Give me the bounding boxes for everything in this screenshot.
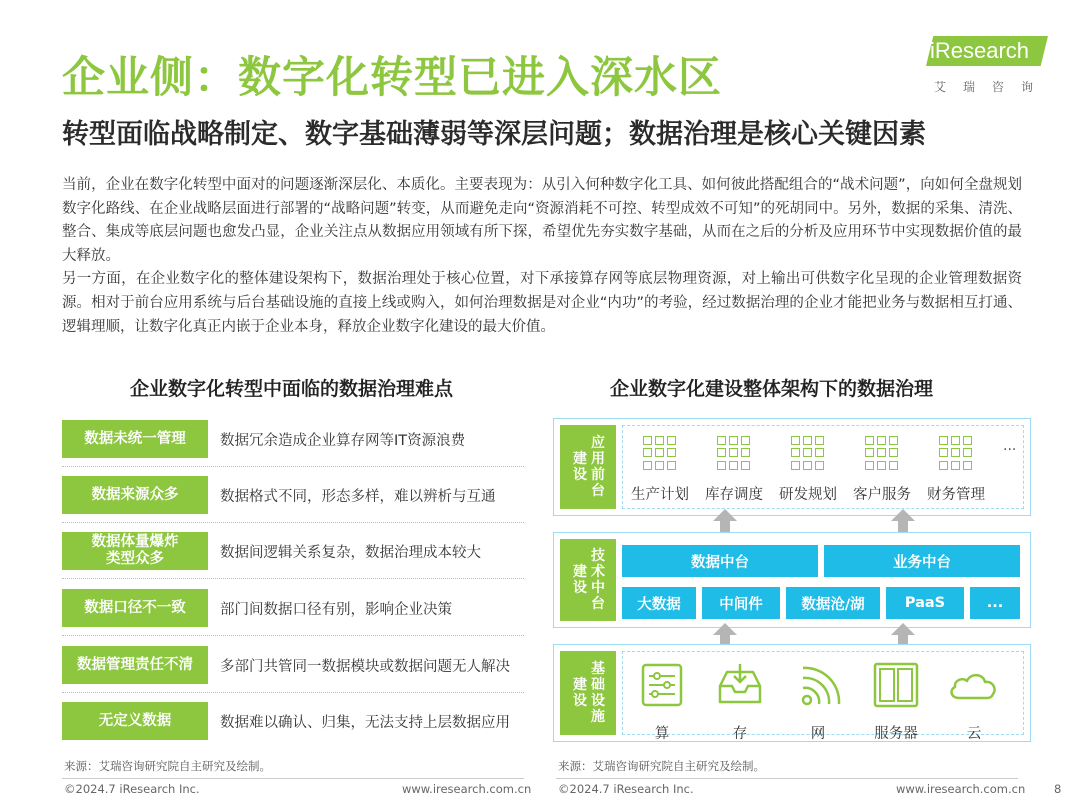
- infra-item: [627, 662, 697, 743]
- layer-label-build: 建设: [573, 677, 587, 709]
- app-grid-icon: [865, 436, 899, 470]
- tech-layer: [553, 532, 1031, 628]
- up-arrow-icon: [890, 508, 916, 534]
- body-text: [62, 174, 1022, 339]
- pain-point-desc: 数据间逻辑关系复杂，数据治理成本较大: [220, 544, 481, 561]
- pain-point-row: [62, 702, 524, 740]
- app-item: [771, 436, 845, 504]
- layer-label-build: 建设: [573, 451, 587, 483]
- left-section-title: 企业数字化转型中面临的数据治理难点: [130, 378, 454, 400]
- infra-item-label: 云: [966, 726, 982, 742]
- app-layer-label: [560, 425, 616, 509]
- tech-component: PaaS: [886, 587, 964, 619]
- source-note-left: 来源：艾瑞咨询研究院自主研究及绘制。: [64, 759, 271, 773]
- tech-component: 数据沧/湖: [786, 587, 880, 619]
- logo-chinese: 艾瑞咨询: [934, 80, 1051, 94]
- app-layer: [553, 418, 1031, 516]
- website-link-right[interactable]: www.iresearch.com.cn: [896, 782, 1026, 796]
- tech-component: ...: [970, 587, 1020, 619]
- infra-item-label: 网: [810, 726, 826, 742]
- tech-component: 大数据: [622, 587, 696, 619]
- compute-icon: [627, 662, 697, 708]
- infra-item-label: 算: [654, 726, 670, 742]
- infra-layer: [553, 644, 1031, 742]
- app-grid-icon: [643, 436, 677, 470]
- footer-divider-left: [62, 778, 524, 779]
- copyright-right: ©2024.7 iResearch Inc.: [558, 782, 694, 796]
- infra-item: [705, 662, 775, 743]
- app-item: [623, 436, 697, 504]
- row-divider: [62, 466, 524, 467]
- app-item: [919, 436, 993, 504]
- pain-point-label: 数据未统一管理: [62, 420, 208, 458]
- network-icon: [783, 662, 853, 708]
- pain-point-label: 数据口径不一致: [62, 589, 208, 627]
- pain-point-row: [62, 532, 524, 570]
- body-paragraph-2: 另一方面，在企业数字化的整体建设架构下，数据治理处于核心位置，对下承接算存网等底层物理资源，对上输出可供数字化呈现的企业管理数据资源。相对于前台应用系统与后台基础设施的直接上线或购入，如何治理数据是对企业“内功”的考验，经过数据治理的企业才能把业务与数据相互打通、逻辑理顺，让数字化真正内嵌于企业本身，释放企业数字化建设的最大价值。: [62, 271, 1022, 335]
- website-link-left[interactable]: www.iresearch.com.cn: [402, 782, 532, 796]
- up-arrow-icon: [712, 508, 738, 534]
- app-item-label: 财务管理: [927, 487, 985, 503]
- pain-point-row: [62, 589, 524, 627]
- server-icon: [861, 662, 931, 708]
- copyright-left: ©2024.7 iResearch Inc.: [64, 782, 200, 796]
- pain-point-desc: 数据难以确认、归集，无法支持上层数据应用: [220, 714, 510, 731]
- source-note-right: 来源：艾瑞咨询研究院自主研究及绘制。: [558, 759, 765, 773]
- footer-divider-right: [556, 778, 1018, 779]
- row-divider: [62, 635, 524, 636]
- app-item: [697, 436, 771, 504]
- tech-layer-label: [560, 539, 616, 621]
- pain-point-desc: 数据格式不同，形态多样，难以辨析与互通: [220, 488, 496, 505]
- pain-point-row: [62, 476, 524, 514]
- iresearch-logo: [926, 36, 1050, 96]
- infra-item: [783, 662, 853, 743]
- tech-component: 中间件: [702, 587, 780, 619]
- cloud-icon: [939, 662, 1009, 708]
- infra-layer-label: [560, 651, 616, 735]
- pain-point-label: 无定义数据: [62, 702, 208, 740]
- row-divider: [62, 522, 524, 523]
- app-grid-icon: [717, 436, 751, 470]
- app-layer-content: [622, 425, 1024, 509]
- storage-icon: [705, 662, 775, 708]
- row-divider: [62, 578, 524, 579]
- business-middle-platform: 业务中台: [824, 545, 1020, 577]
- app-item-label: 客户服务: [853, 487, 911, 503]
- pain-point-label: 数据管理责任不清: [62, 646, 208, 684]
- pain-point-row: [62, 420, 524, 458]
- tech-layer-content: [622, 539, 1024, 621]
- app-item-label: 研发规划: [779, 487, 837, 503]
- infra-item-label: 存: [732, 726, 748, 742]
- page-title: 企业侧：数字化转型已进入深水区: [62, 53, 722, 103]
- pain-point-label: 数据来源众多: [62, 476, 208, 514]
- app-item-label: 生产计划: [631, 487, 689, 503]
- logo-brand: iResearch: [930, 38, 1030, 63]
- layer-label-name: 技术中台: [591, 548, 605, 612]
- data-middle-platform: 数据中台: [622, 545, 818, 577]
- body-paragraph-1: 当前，企业在数字化转型中面对的问题逐渐深层化、本质化。主要表现为：从引入何种数字化工具、如何彼此搭配组合的“战术问题”，向如何全盘规划数字化路线、在企业战略层面进行部署的“战略问题”转变，从而避免走向“资源消耗不可控、转型成效不可知”的死胡同中。另外，数据的采集、清洗、整合、集成等底层问题也愈发凸显，企业关注点从数据应用领域有所下探，希望优先夯实数字基础，从而在之后的分析及应用环节中实现数据价值的最大释放。: [62, 177, 1022, 264]
- layer-label-name: 应用前台: [591, 435, 605, 499]
- app-item-label: 库存调度: [705, 487, 763, 503]
- app-grid-icon: [791, 436, 825, 470]
- page-subtitle: 转型面临战略制定、数字基础薄弱等深层问题；数据治理是核心关键因素: [62, 119, 926, 150]
- layer-label-build: 建设: [573, 564, 587, 596]
- infra-layer-content: [622, 651, 1024, 742]
- right-section-title: 企业数字化建设整体架构下的数据治理: [610, 378, 934, 400]
- infra-item: [861, 662, 931, 743]
- app-grid-icon: [939, 436, 973, 470]
- pain-point-label: 数据体量爆炸 类型众多: [62, 532, 208, 570]
- pain-point-desc: 数据冗余造成企业算存网等IT资源浪费: [220, 432, 466, 449]
- pain-point-desc: 多部门共管同一数据模块或数据问题无人解决: [220, 658, 510, 675]
- page-number: 8: [1054, 782, 1062, 796]
- pain-point-row: [62, 646, 524, 684]
- app-more: ...: [1003, 438, 1017, 454]
- row-divider: [62, 692, 524, 693]
- app-item: [845, 436, 919, 504]
- infra-item: [939, 662, 1009, 743]
- infra-item-label: 服务器: [874, 726, 918, 742]
- pain-point-desc: 部门间数据口径有别，影响企业决策: [220, 601, 452, 618]
- layer-label-name: 基础设施: [591, 661, 605, 725]
